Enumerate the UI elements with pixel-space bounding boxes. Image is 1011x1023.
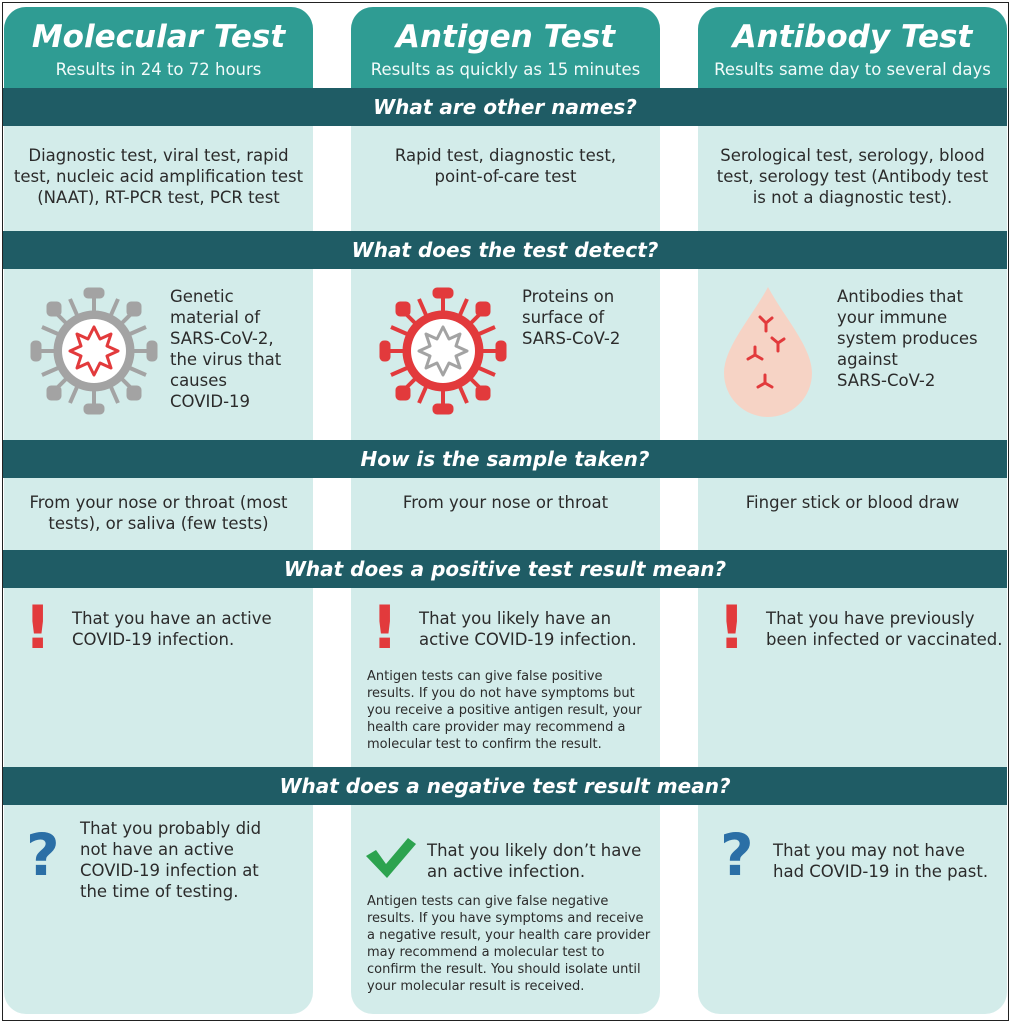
names-molecular: [4, 145, 313, 208]
text-line: test, nucleic acid amplification test: [13, 167, 304, 186]
exclamation-icon: !: [371, 593, 399, 663]
text-line: Genetic: [170, 287, 234, 306]
text-line: That you probably did: [80, 819, 262, 838]
note-line: you receive a positive antigen result, your: [367, 703, 642, 718]
note-line: Antigen tests can give false positive: [367, 669, 603, 684]
note-line: molecular test to confirm the result.: [367, 737, 602, 752]
text-line: is not a diagnostic test).: [752, 188, 953, 207]
negative-antigen: [427, 840, 641, 882]
sample-antibody: [698, 492, 1007, 513]
text-line: COVID-19 infection at: [80, 861, 259, 880]
names-antigen: [351, 145, 660, 187]
sample-molecular: [4, 492, 313, 534]
negative-molecular: [80, 818, 261, 902]
column-title: Antibody Test: [732, 19, 973, 55]
checkmark-icon: [364, 836, 418, 880]
text-line: material of: [170, 308, 261, 327]
molecular-header: [4, 7, 313, 90]
negative-antibody: [773, 840, 988, 882]
text-line: SARS-CoV-2: [522, 329, 621, 348]
positive-antibody: [766, 608, 1003, 650]
detect-antigen: [522, 286, 620, 349]
blood-drop-icon: [722, 285, 814, 417]
section-heading-names: What are other names?: [3, 88, 1007, 126]
text-line: tests), or saliva (few tests): [48, 514, 269, 533]
antibody-header: [698, 7, 1007, 90]
column-subtitle: Results same day to several days: [714, 60, 991, 79]
text-line: system produces: [837, 329, 978, 348]
text-line: been infected or vaccinated.: [766, 630, 1003, 649]
text-line: That you have previously: [766, 609, 975, 628]
detect-molecular: [170, 286, 281, 412]
note-line: results. If you have symptoms and receive: [367, 911, 644, 926]
question-icon: ?: [26, 821, 60, 889]
text-line: From your nose or throat: [402, 493, 609, 512]
text-line: point-of-care test: [434, 167, 577, 186]
detect-antibody: [837, 286, 978, 391]
note-line: may recommend a molecular test to: [367, 945, 605, 960]
text-line: That you may not have: [773, 841, 965, 860]
section-heading-negative: What does a negative test result mean?: [3, 767, 1007, 805]
antigen-header: [351, 7, 660, 90]
text-line: Serological test, serology, blood: [720, 146, 985, 165]
negative-antigen-note: [367, 893, 650, 995]
text-line: That you likely have an: [419, 609, 612, 628]
text-line: test, serology test (Antibody test: [716, 167, 989, 186]
section-heading-detect: What does the test detect?: [3, 231, 1007, 269]
note-line: Antigen tests can give false negative: [367, 894, 609, 909]
text-line: SARS-CoV-2,: [170, 329, 274, 348]
text-line: COVID-19: [170, 392, 251, 411]
exclamation-icon: !: [718, 593, 746, 663]
text-line: Antibodies that: [837, 287, 963, 306]
positive-antigen: [419, 608, 637, 650]
text-line: causes: [170, 371, 227, 390]
note-line: results. If you do not have symptoms but: [367, 686, 635, 701]
text-line: not have an active: [80, 840, 234, 859]
column-subtitle: Results in 24 to 72 hours: [55, 60, 262, 79]
text-line: Proteins on: [522, 287, 615, 306]
column-subtitle: Results as quickly as 15 minutes: [370, 60, 641, 79]
positive-antigen-note: [367, 668, 642, 753]
text-line: That you have an active: [72, 609, 272, 628]
text-line: That you likely don’t have: [427, 841, 642, 860]
names-antibody: [698, 145, 1007, 208]
red-virus-icon: [377, 285, 509, 417]
text-line: surface of: [522, 308, 605, 327]
text-line: COVID-19 infection.: [72, 630, 235, 649]
text-line: Diagnostic test, viral test, rapid: [28, 146, 289, 165]
text-line: Finger stick or blood draw: [745, 493, 960, 512]
text-line: your immune: [837, 308, 948, 327]
text-line: an active infection.: [427, 862, 586, 881]
text-line: SARS-CoV-2: [837, 371, 936, 390]
text-line: the virus that: [170, 350, 282, 369]
column-title: Antigen Test: [395, 19, 616, 55]
column-title: Molecular Test: [31, 19, 286, 55]
note-line: a negative result, your health care provider: [367, 928, 651, 943]
text-line: active COVID-19 infection.: [419, 630, 637, 649]
note-line: confirm the result. You should isolate until: [367, 962, 641, 977]
text-line: From your nose or throat (most: [29, 493, 288, 512]
text-line: Rapid test, diagnostic test,: [394, 146, 617, 165]
text-line: had COVID-19 in the past.: [773, 862, 989, 881]
exclamation-icon: !: [24, 593, 52, 663]
text-line: against: [837, 350, 898, 369]
positive-molecular: [72, 608, 272, 650]
note-line: your molecular result is received.: [367, 979, 585, 994]
gray-virus-icon: [28, 285, 160, 417]
section-heading-positive: What does a positive test result mean?: [3, 550, 1007, 588]
text-line: (NAAT), RT-PCR test, PCR test: [37, 188, 280, 207]
question-icon: ?: [720, 821, 754, 889]
sample-antigen: [351, 492, 660, 513]
section-heading-sample: How is the sample taken?: [3, 440, 1007, 478]
text-line: the time of testing.: [80, 882, 239, 901]
note-line: health care provider may recommend a: [367, 720, 626, 735]
